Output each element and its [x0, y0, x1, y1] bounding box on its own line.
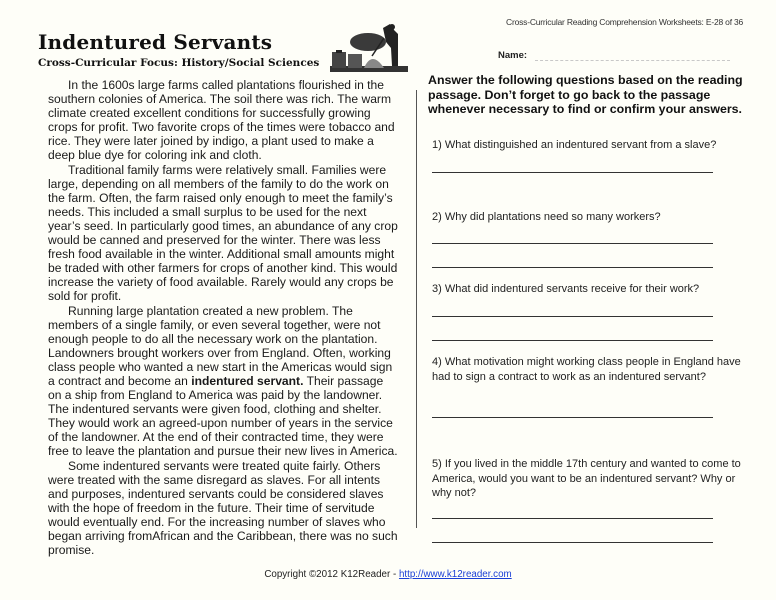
answer-line-5b[interactable]: [432, 542, 713, 543]
passage-paragraph-2: Traditional family farms were relatively small. Families were large, depending on all members of the family to do the work on the farm. Often, the farm raised only enough to meet the family’s needs. This included a small surplus to be used for the next year’s seed. In particularly good times, an abundance of any crop would be canned and preserved for the winter. There was less fresh food available in the winter. Additional small amounts might be traded with other farmers for crops of another kind. This would increase the variety of food available. Rarely would any crops be sold for profit.: [48, 162, 398, 304]
worksheet-reference: Cross-Curricular Reading Comprehension Worksheets: E-28 of 36: [506, 17, 744, 27]
name-field[interactable]: [535, 60, 730, 61]
passage-text: Their passage on a ship from England to America was paid by the landowner. The indentured servants were given food, clothing and shelter. They would work an agreed-upon number of years in the service of the landowner. At the end of their contracted time, they were free to leave the plantation and pursue their new lives in America.: [48, 373, 398, 459]
answer-line-4[interactable]: [432, 417, 713, 418]
question-1: 1) What distinguished an indentured servant from a slave?: [432, 139, 717, 151]
answer-line-2a[interactable]: [432, 243, 713, 244]
passage-paragraph-1: In the 1600s large farms called plantations flourished in the southern colonies of America. The soil there was rich. The warm climate created excellent conditions for successfully growing crops for profit. Two favorite crops of the times were tobacco and rice. They were later joined by indigo, a plant used to make a deep blue dye for coloring ink and cloth.: [48, 78, 395, 163]
passage-paragraph-3: [48, 304, 400, 459]
reading-passage: [48, 78, 400, 557]
passage-paragraph-4: Some indentured servants were treated quite fairly. Others were treated with the same disregard as slaves. For all intents and purposes, indentured servants could be considered slaves with the hope of freedom in the future. Their time of servitude would eventually end. For the increasing number of slaves who began arriving fromAfrican and the Caribbean, there was no such promise.: [48, 458, 398, 558]
question-5: 5) If you lived in the middle 17th century and wanted to come to America, would you want to be an indentured servant? Why or why not?: [432, 458, 741, 500]
passage-text: Running large plantation created a new problem. The members of a single family, or even several together, were not enough people to do all the necessary work on the plantation. Landowners brought workers over from England. Often, working class people who wanted a new start in the Americas would sign a contract and become an: [48, 303, 393, 388]
name-label: Name:: [498, 50, 528, 61]
key-term-indentured-servant: indentured servant.: [191, 373, 304, 388]
instructions: Answer the following questions based on the reading passage. Don’t forget to go back to the passage whenever necessary to find or confirm your answers.: [428, 73, 743, 116]
answer-line-3a[interactable]: [432, 316, 713, 317]
question-3: 3) What did indentured servants receive for their work?: [432, 283, 700, 295]
answer-line-2b[interactable]: [432, 267, 713, 268]
plantation-worker-illustration-icon: [328, 20, 410, 76]
answer-line-3b[interactable]: [432, 340, 713, 341]
answer-line-5a[interactable]: [432, 518, 713, 519]
worksheet-title: Indentured Servants: [38, 30, 273, 54]
column-divider: [416, 90, 417, 528]
copyright-text: Copyright ©2012 K12Reader -: [264, 569, 399, 580]
footer: [0, 569, 776, 580]
question-2: 2) Why did plantations need so many workers?: [432, 211, 661, 223]
k12reader-link[interactable]: http://www.k12reader.com: [398, 569, 512, 580]
question-4: 4) What motivation might working class people in England have had to sign a contract to work as an indentured servant?: [432, 356, 741, 383]
worksheet-subtitle: Cross-Curricular Focus: History/Social Sciences: [38, 57, 320, 69]
answer-line-1[interactable]: [432, 172, 713, 173]
